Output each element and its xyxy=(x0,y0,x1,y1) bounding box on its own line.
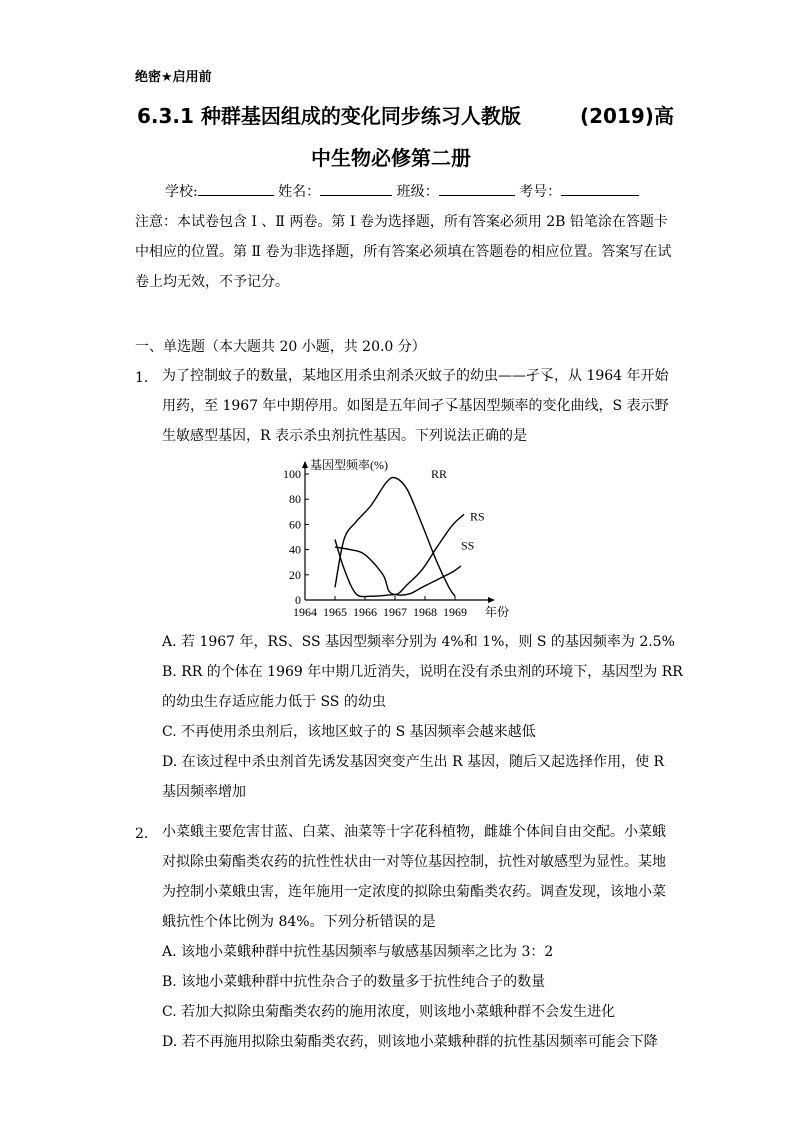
x-axis-arrow-icon xyxy=(488,597,495,603)
q1-number: 1. xyxy=(135,370,149,386)
y-tick-label: 0 xyxy=(295,593,301,607)
q2-option-d[interactable]: D. 若不再施用拟除虫菊酯类农药，则该地小菜蛾种群的抗性基因频率可能会下降 xyxy=(162,1034,658,1050)
q1-stem-line: 为了控制蚊子的数量，某地区用杀虫剂杀灭蚊子的幼虫——孑孓，从 1964 年开始 xyxy=(162,368,669,384)
q1-options xyxy=(162,627,683,807)
x-tick-label: 1964 xyxy=(293,605,317,619)
notice-line: 注意：本试卷包含 Ⅰ 、Ⅱ 两卷。第 Ⅰ 卷为选择题，所有答案必须用 2B 铅笔涂在答题卡 xyxy=(135,214,668,230)
series-label-ss: SS xyxy=(461,538,475,553)
q1-stem xyxy=(162,361,669,451)
notice xyxy=(135,207,671,297)
x-tick-label: 1965 xyxy=(323,605,347,619)
x-tick-label: 1967 xyxy=(383,605,407,619)
q2-number: 2. xyxy=(135,826,149,842)
number-label: 考号： xyxy=(519,184,562,200)
q2-stem-line: 小菜蛾主要危害甘蓝、白菜、油菜等十字花科植物，雌雄个体间自由交配。小菜蛾 xyxy=(162,824,666,840)
chart-ticks xyxy=(283,467,509,619)
x-axis-label: 年份 xyxy=(484,605,510,619)
student-info-row xyxy=(165,181,639,201)
genotype-frequency-chart xyxy=(270,455,520,625)
q2-stem-line: 对拟除虫菊酯类农药的抗性性状由一对等位基因控制，抗性对敏感型为显性。某地 xyxy=(162,854,666,870)
q1-stem-line: 用药，至 1967 年中期停用。如图是五年间孑孓基因型频率的变化曲线，S 表示野 xyxy=(162,398,669,414)
q2-stem-line: 为控制小菜蛾虫害，连年施用一定浓度的拟除虫菊酯类农药。调查发现，该地小菜 xyxy=(162,884,666,900)
x-tick-label: 1968 xyxy=(413,605,437,619)
section-heading: 一、单选题（本大题共 20 小题，共 20.0 分） xyxy=(135,339,426,355)
secret-label: 绝密★启用前 xyxy=(135,70,212,85)
y-tick-label: 20 xyxy=(289,567,301,582)
class-label: 班级： xyxy=(396,184,439,200)
x-tick-label: 1969 xyxy=(443,605,467,619)
q2-stem-line: 蛾抗性个体比例为 84%。下列分析错误的是 xyxy=(162,914,436,930)
notice-line: 中相应的位置。第 Ⅱ 卷为非选择题，所有答案必须填在答题卷的相应位置。答案写在试 xyxy=(135,244,672,260)
y-tick-label: 40 xyxy=(289,542,301,557)
chart-ylabel: 基因型频率(%) xyxy=(310,458,388,472)
name-label: 姓名： xyxy=(278,184,321,200)
y-tick-label: 100 xyxy=(283,467,301,481)
page-title-line1-right: (2019)高 xyxy=(580,104,674,128)
y-tick-label: 60 xyxy=(289,517,301,532)
notice-line: 卷上均无效，不予记分。 xyxy=(135,274,289,290)
school-label: 学校: xyxy=(165,184,198,200)
q2-option-a[interactable]: A. 该地小菜蛾种群中抗性基因频率与敏感基因频率之比为 3：2 xyxy=(162,944,554,960)
q1-option-b[interactable]: B. RR 的个体在 1969 年中期几近消失，说明在没有杀虫剂的环境下，基因型为 RR xyxy=(162,664,683,680)
y-axis-arrow-icon xyxy=(302,461,308,468)
series-line-rs xyxy=(335,514,464,596)
series-label-rs: RS xyxy=(470,509,485,524)
series-label-rr: RR xyxy=(431,466,448,481)
q2-option-c[interactable]: C. 若加大拟除虫菊酯类农药的施用浓度，则该地小菜蛾种群不会发生进化 xyxy=(162,1004,616,1020)
q1-option-b-cont: 的幼虫生存适应能力低于 SS 的幼虫 xyxy=(162,694,386,710)
q1-option-a[interactable]: A. 若 1967 年，RS、SS 基因型频率分别为 4%和 1%，则 S 的基因频率为 2.5% xyxy=(162,634,675,650)
chart-series xyxy=(335,467,485,597)
q1-stem-line: 生敏感型基因，R 表示杀虫剂抗性基因。下列说法正确的是 xyxy=(162,428,527,444)
x-tick-label: 1966 xyxy=(353,605,377,619)
y-tick-label: 80 xyxy=(289,492,301,507)
school-blank[interactable] xyxy=(198,181,274,196)
number-blank[interactable] xyxy=(561,181,639,196)
q1-option-d[interactable]: D. 在该过程中杀虫剂首先诱发基因突变产生出 R 基因，随后又起选择作用，使 R xyxy=(162,754,665,770)
q1-option-d-cont: 基因频率增加 xyxy=(162,784,246,800)
q2-stem xyxy=(162,817,666,1057)
class-blank[interactable] xyxy=(439,181,515,196)
series-line-ss xyxy=(335,547,461,595)
page-title-line1: 6.3.1 种群基因组成的变化同步练习人教版 xyxy=(137,104,521,128)
name-blank[interactable] xyxy=(320,181,392,196)
q2-option-b[interactable]: B. 该地小菜蛾种群中抗性杂合子的数量多于抗性纯合子的数量 xyxy=(162,974,546,990)
chart-axes xyxy=(302,461,495,603)
page-title-line2: 中生物必修第二册 xyxy=(311,146,471,170)
q1-option-c[interactable]: C. 不再使用杀虫剂后，该地区蚊子的 S 基因频率会越来越低 xyxy=(162,724,536,740)
series-line-rr xyxy=(335,477,455,596)
